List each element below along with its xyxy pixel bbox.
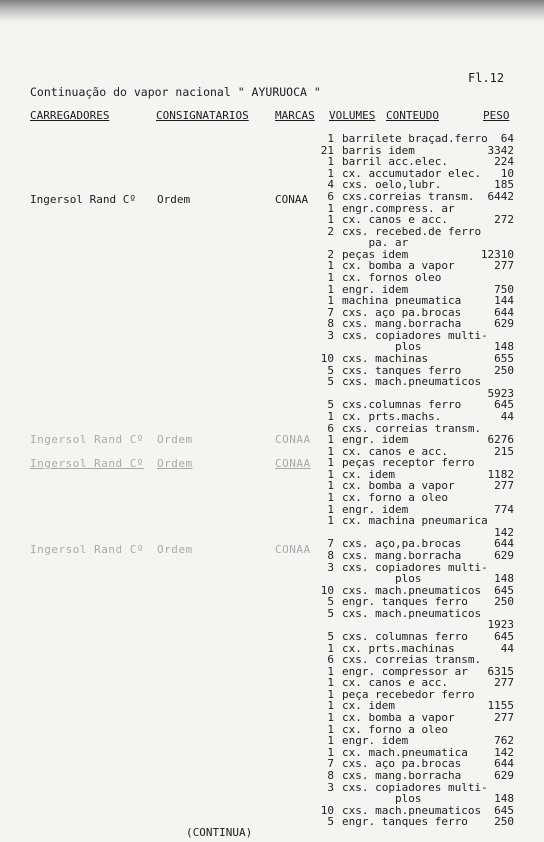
item-weight: 5923 — [487, 386, 514, 400]
shipment-shipper: Ingersol Rand Cº — [30, 457, 144, 470]
item-description: cx. fornos oleo — [342, 271, 442, 284]
item-weight: 1155 — [487, 699, 514, 713]
item-quantity: 1 — [327, 711, 334, 724]
item-quantity: 1 — [327, 491, 334, 504]
item-quantity: 5 — [327, 629, 334, 643]
item-description: barris idem — [342, 143, 415, 157]
item-description: cxs. aço pa.brocas — [342, 757, 462, 771]
item-quantity: 1 — [327, 502, 334, 516]
item-description: engr. idem — [342, 502, 409, 516]
item-quantity: 1 — [327, 271, 334, 284]
item-quantity: 2 — [327, 247, 334, 261]
item-weight: 277 — [494, 259, 514, 273]
item-description: cxs. correias transm. — [342, 421, 482, 435]
shipment-consignee: Ordem — [157, 193, 191, 206]
item-weight: 6276 — [487, 433, 514, 447]
item-quantity: 8 — [327, 548, 334, 562]
item-quantity: 10 — [320, 352, 334, 365]
item-description: plos — [342, 792, 422, 806]
item-weight: 64 — [500, 132, 514, 145]
item-description: peças receptor ferro — [342, 456, 475, 470]
item-quantity: 6 — [327, 189, 334, 203]
item-quantity: 1 — [327, 259, 334, 273]
item-quantity: 1 — [327, 409, 334, 423]
item-weight: 750 — [494, 282, 514, 296]
item-description: cxs. mang.borracha — [342, 768, 462, 782]
header-marks: MARCAS — [275, 109, 315, 122]
item-weight: 44 — [500, 641, 514, 655]
item-quantity: 1 — [327, 722, 334, 736]
item-weight: 148 — [494, 340, 514, 354]
item-description: cxs. aço,pa.brocas — [342, 537, 462, 551]
item-quantity: 7 — [327, 305, 334, 319]
item-weight: 277 — [494, 479, 514, 493]
item-quantity: 3 — [327, 560, 334, 574]
item-description: cxs. aço pa.brocas — [342, 305, 462, 319]
shipment-shipper: Ingersol Rand Cº — [30, 433, 144, 446]
item-description: cx. prts.machinas — [342, 641, 455, 655]
item-description: cxs. mang.borracha — [342, 548, 462, 562]
item-description: cxs. correias transm. — [342, 653, 482, 667]
item-description: engr. idem — [342, 433, 409, 447]
item-quantity: 7 — [327, 757, 334, 771]
item-weight: 250 — [494, 595, 514, 609]
item-weight: 148 — [494, 792, 514, 806]
item-quantity: 4 — [327, 178, 334, 192]
item-description: cx. canos e acc. — [342, 444, 448, 458]
item-quantity: 1 — [327, 734, 334, 748]
item-description: barril acc.elec. — [342, 155, 448, 169]
item-weight: 644 — [494, 537, 514, 551]
item-description: engr. compressor ar — [342, 664, 468, 678]
item-weight: 215 — [494, 444, 514, 458]
item-quantity: 21 — [320, 143, 334, 157]
item-quantity: 1 — [327, 676, 334, 690]
item-description: peça recebedor ferro — [342, 687, 475, 701]
sheet-number: Fl.12 — [468, 71, 505, 85]
item-description: cx. bomba a vapor — [342, 479, 455, 493]
shipment-consignee: Ordem — [157, 433, 193, 446]
item-description: cxs. mach.pneumaticos — [342, 606, 482, 620]
item-weight: 224 — [494, 155, 514, 169]
item-quantity: 1 — [327, 294, 334, 308]
item-description: plos — [342, 340, 422, 354]
item-quantity: 1 — [327, 166, 334, 180]
header-shippers: CARREGADORES — [30, 109, 110, 122]
item-quantity: 6 — [327, 653, 334, 667]
item-description: engr.compress. ar — [342, 201, 455, 215]
item-weight: 277 — [494, 711, 514, 724]
item-description: cxs. oelo,lubr. — [342, 178, 442, 192]
item-description: cxs. mach.pneumaticos — [342, 375, 482, 389]
item-weight: 644 — [494, 757, 514, 771]
item-quantity: 1 — [327, 745, 334, 759]
item-description: cx. canos e acc. — [342, 676, 448, 690]
item-description: cxs. tanques ferro — [342, 363, 462, 377]
header-weight: PESO — [483, 109, 510, 122]
item-quantity: 1 — [327, 433, 334, 447]
item-weight: 6315 — [487, 664, 514, 678]
shipment-consignee: Ordem — [157, 457, 193, 470]
item-description: cxs. copiadores multi- — [342, 560, 488, 574]
item-description: engr. tanques ferro — [342, 815, 468, 829]
item-description: cx. bomba a vapor — [342, 711, 455, 724]
item-quantity: 7 — [327, 537, 334, 551]
item-description: cx. prts.machs. — [342, 409, 442, 423]
shipment-mark: CONAA — [275, 457, 311, 470]
item-weight: 44 — [500, 409, 514, 423]
item-description: cx. canos e acc. — [342, 213, 448, 227]
document-title: Continuação do vapor nacional " AYURUOCA " — [30, 85, 321, 99]
item-weight: 762 — [494, 734, 514, 748]
item-description: cxs. columnas ferro — [342, 629, 468, 643]
item-quantity: 5 — [327, 398, 334, 412]
item-quantity: 1 — [327, 155, 334, 169]
item-weight: 644 — [494, 305, 514, 319]
item-quantity: 1 — [327, 664, 334, 678]
item-weight: 250 — [494, 815, 514, 829]
item-weight: 12310 — [480, 247, 514, 261]
shipment-shipper: Ingersol Rand Cº — [30, 543, 144, 556]
item-weight: 629 — [494, 317, 514, 331]
item-quantity: 1 — [327, 479, 334, 493]
item-weight: 10 — [500, 166, 514, 180]
item-quantity: 1 — [327, 282, 334, 296]
item-description: cx. forno a oleo — [342, 491, 448, 504]
item-weight: 148 — [494, 572, 514, 585]
item-description: cxs. mach.pneumaticos — [342, 803, 482, 817]
item-description: cx. accumutador elec. — [342, 166, 482, 180]
item-weight: 629 — [494, 768, 514, 782]
shipment-mark: CONAA — [275, 543, 311, 556]
item-description: engr. tanques ferro — [342, 595, 468, 609]
item-weight: 3342 — [487, 143, 514, 157]
item-quantity: 10 — [320, 803, 334, 817]
item-quantity: 1 — [327, 444, 334, 458]
shipment-mark: CONAA — [275, 433, 311, 446]
item-quantity: 1 — [327, 467, 334, 481]
item-description: peças idem — [342, 247, 409, 261]
item-description: cx. idem — [342, 467, 395, 481]
item-quantity: 8 — [327, 768, 334, 782]
item-description: barrilete braçad.ferro — [342, 132, 488, 145]
item-description: plos — [342, 572, 422, 585]
item-quantity: 1 — [327, 132, 334, 145]
item-weight: 272 — [494, 213, 514, 227]
item-description: cx. mach.pneumatica — [342, 745, 468, 759]
item-description: cx. idem — [342, 699, 395, 713]
item-description: cxs. recebed.de ferro — [342, 224, 482, 238]
item-description: cxs. mach.pneumaticos — [342, 583, 482, 597]
item-quantity: 1 — [327, 213, 334, 227]
item-weight: 185 — [494, 178, 514, 192]
item-weight: 645 — [494, 629, 514, 643]
item-description: cxs. mang.borracha — [342, 317, 462, 331]
item-description: cxs. copiadores multi- — [342, 780, 488, 794]
item-description: pa. ar — [342, 236, 409, 250]
item-weight: 144 — [494, 294, 514, 308]
header-volumes: VOLUMES — [329, 109, 376, 122]
header-contents: CONTEUDO — [386, 109, 439, 122]
item-description: engr. idem — [342, 734, 409, 748]
item-quantity: 5 — [327, 815, 334, 829]
item-quantity: 3 — [327, 780, 334, 794]
continued-note: (CONTINUA) — [186, 826, 253, 839]
item-weight: 774 — [494, 502, 514, 516]
item-weight: 142 — [494, 525, 514, 539]
item-description: cx. forno a oleo — [342, 722, 448, 736]
item-weight: 142 — [494, 745, 514, 759]
item-weight: 645 — [494, 803, 514, 817]
item-description: machina pneumatica — [342, 294, 462, 308]
item-quantity: 1 — [327, 641, 334, 655]
item-quantity: 10 — [320, 583, 334, 597]
item-quantity: 5 — [327, 595, 334, 609]
item-quantity: 5 — [327, 375, 334, 389]
item-weight: 277 — [494, 676, 514, 690]
item-description: engr. idem — [342, 282, 409, 296]
item-description: cxs. copiadores multi- — [342, 328, 488, 342]
item-quantity: 1 — [327, 514, 334, 528]
header-consignees: CONSIGNATARIOS — [156, 109, 249, 122]
item-weight: 645 — [494, 583, 514, 597]
item-quantity: 5 — [327, 363, 334, 377]
item-quantity: 8 — [327, 317, 334, 331]
item-weight: 645 — [494, 398, 514, 412]
item-quantity: 1 — [327, 456, 334, 470]
shipment-mark: CONAA — [275, 193, 309, 206]
item-description: cxs.columnas ferro — [342, 398, 462, 412]
item-quantity: 1 — [327, 699, 334, 713]
item-weight: 250 — [494, 363, 514, 377]
item-weight: 1923 — [487, 618, 514, 632]
item-quantity: 2 — [327, 224, 334, 238]
item-description: cx. bomba a vapor — [342, 259, 455, 273]
item-weight: 655 — [494, 352, 514, 365]
item-quantity: 3 — [327, 328, 334, 342]
shipment-consignee: Ordem — [157, 543, 193, 556]
item-quantity: 1 — [327, 201, 334, 215]
item-quantity: 1 — [327, 687, 334, 701]
item-quantity: 6 — [327, 421, 334, 435]
shipment-shipper: Ingersol Rand Cº — [30, 193, 136, 206]
item-description: cx. machina pneumarica — [342, 514, 488, 528]
item-weight: 629 — [494, 548, 514, 562]
item-description: cxs.correias transm. — [342, 189, 475, 203]
item-quantity: 5 — [327, 606, 334, 620]
item-weight: 1182 — [487, 467, 514, 481]
item-description: cxs. machinas — [342, 352, 429, 365]
scan-edge-shadow — [0, 0, 544, 22]
item-weight: 6442 — [487, 189, 514, 203]
